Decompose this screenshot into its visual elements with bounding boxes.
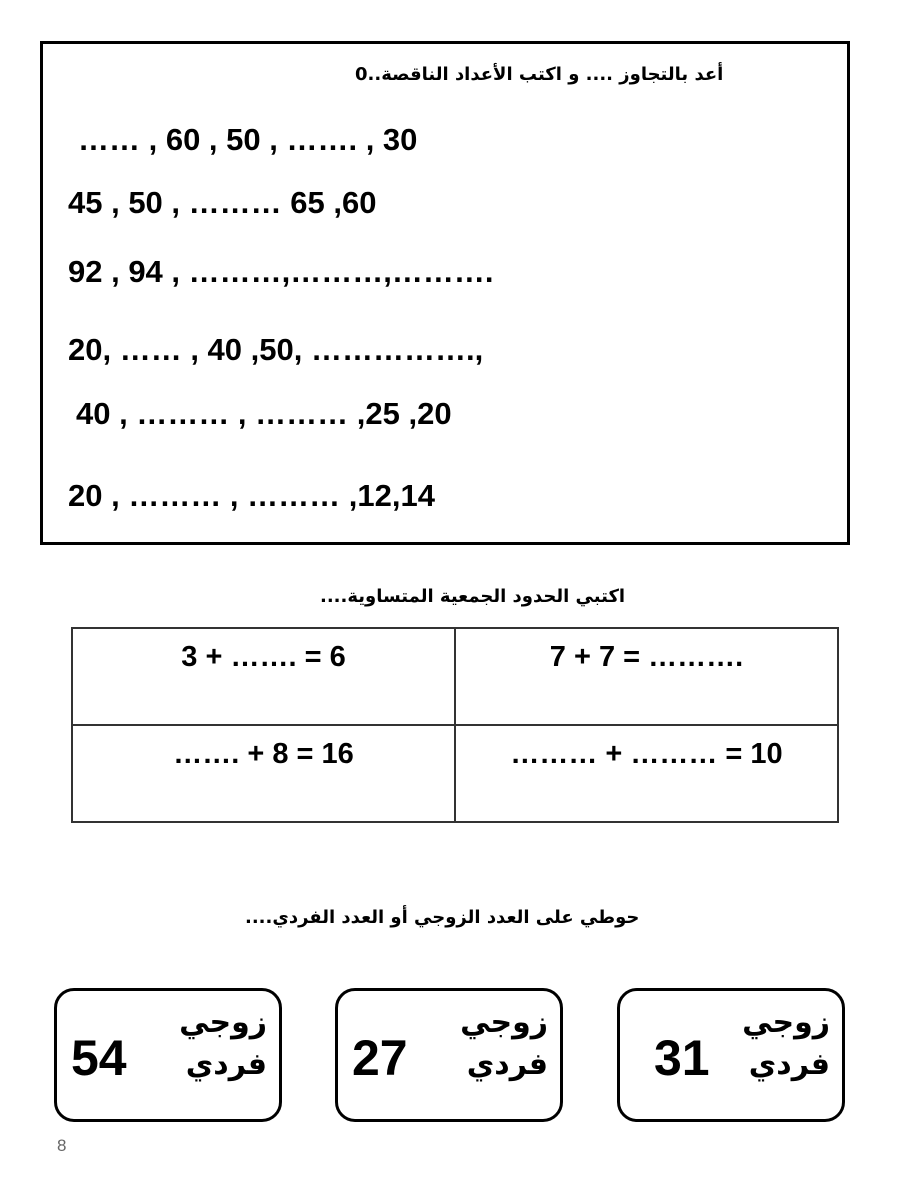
even-option[interactable]: زوجي — [742, 1005, 830, 1040]
card-number: 31 — [654, 1030, 710, 1086]
sequence-line-5: 40 , ……… , ……… ,25 ,20 — [76, 396, 452, 431]
table-row — [72, 628, 838, 725]
table-row — [72, 725, 838, 822]
odd-option[interactable]: فردي — [748, 1047, 830, 1082]
skip-counting-title: أعد بالتجاوز .... و اكتب الأعداد الناقصة..0 — [355, 64, 724, 85]
even-odd-title: حوطي على العدد الزوجي أو العدد الفردي.... — [245, 907, 640, 928]
equation-cell[interactable]: 7 + 7 = ………. — [455, 628, 838, 725]
equal-addends-table — [71, 627, 839, 823]
sequence-line-6: 20 , ……… , ……… ,12,14 — [68, 478, 435, 513]
sequence-line-3: 92 , 94 , ………,………,………. — [68, 254, 494, 289]
equation-cell[interactable]: ……. + 8 = 16 — [72, 725, 455, 822]
odd-option[interactable]: فردي — [466, 1047, 548, 1082]
even-option[interactable]: زوجي — [460, 1005, 548, 1040]
card-number: 27 — [352, 1030, 408, 1086]
even-option[interactable]: زوجي — [179, 1005, 267, 1040]
number-card-54 — [54, 988, 282, 1122]
sequence-line-4: 20, …… , 40 ,50, ……………., — [68, 332, 484, 367]
equal-addends-title: اكتبي الحدود الجمعية المتساوية.... — [320, 586, 626, 607]
number-card-31 — [617, 988, 845, 1122]
equation-cell[interactable]: ……… + ……… = 10 — [455, 725, 838, 822]
odd-option[interactable]: فردي — [185, 1047, 267, 1082]
skip-counting-box — [40, 41, 850, 545]
equation-cell[interactable]: 3 + ……. = 6 — [72, 628, 455, 725]
card-number: 54 — [71, 1030, 127, 1086]
sequence-line-1: …… , 60 , 50 , ……. , 30 — [78, 122, 418, 157]
page-number: 8 — [57, 1136, 67, 1155]
number-card-27 — [335, 988, 563, 1122]
sequence-line-2: 45 , 50 , ……… 65 ,60 — [68, 185, 377, 220]
